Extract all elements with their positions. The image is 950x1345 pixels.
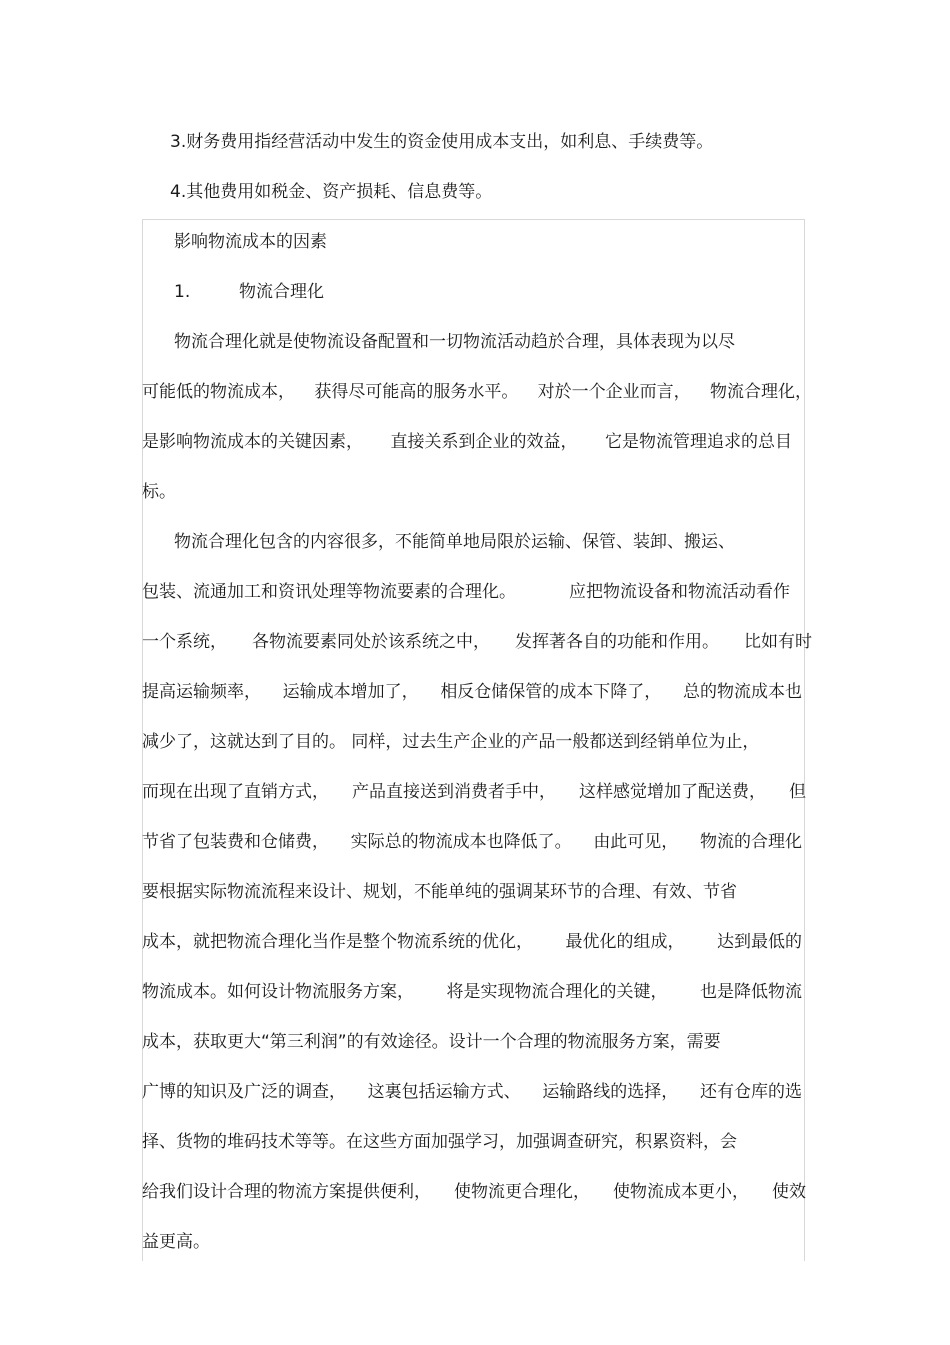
paragraph-line: 要根据实际物流流程来设计、规划，不能单纯的强调某环节的合理、有效、节省 [142, 882, 737, 902]
text-segment: 它是物流管理追求的总目 [605, 432, 792, 452]
subsection-number: 1. [174, 282, 191, 302]
text-segment: 一个系统， [142, 632, 227, 652]
paragraph-line [142, 630, 812, 654]
text-segment: 直接关系到企业的效益， [390, 432, 578, 452]
text-segment: 达到最低的 [717, 932, 802, 952]
text-segment: 物流成本。如何设计物流服务方案， [142, 982, 414, 1002]
text-segment: 还有仓库的选 [699, 1082, 802, 1102]
paragraph-line: 益更高。 [142, 1232, 210, 1252]
text-segment: 但 [789, 782, 806, 802]
text-segment: 也是降低物流 [700, 982, 802, 1002]
paragraph-line [142, 930, 802, 954]
text-segment: 由此可见， [593, 832, 679, 852]
subsection-title [174, 280, 844, 304]
paragraph-line [142, 1080, 802, 1104]
paragraph-line [142, 780, 806, 804]
text-segment: 各物流要素同处於该系统之中， [252, 632, 490, 652]
list-item-other-cost: 4.其他费用如税金、资产损耗、信息费等。 [170, 182, 493, 202]
paragraph-line: 择、货物的堆码技术等等。在这些方面加强学习，加强调查研究，积累资料，会 [142, 1132, 737, 1152]
text-segment: 而现在出现了直销方式， [142, 782, 329, 802]
paragraph-line [142, 1180, 806, 1204]
text-segment: 提高运输频率， [142, 682, 261, 702]
text-segment: 成本，就把物流合理化当作是整个物流系统的优化， [142, 932, 533, 952]
paragraph-line: 物流合理化就是使物流设备配置和一切物流活动趋於合理，具体表现为以尽 [174, 332, 735, 352]
paragraph-line: 减少了，这就达到了目的。 同样，过去生产企业的产品一般都送到经销单位为止， [142, 732, 760, 752]
text-segment: 这样感觉增加了配送费， [579, 782, 766, 802]
text-segment: 使物流成本更小， [613, 1182, 749, 1202]
text-segment: 这裏包括运输方式、 [367, 1082, 521, 1102]
paragraph-line [142, 430, 792, 454]
paragraph-line: 物流合理化包含的内容很多，不能简单地局限於运输、保管、装卸、搬运、 [174, 532, 735, 552]
text-segment: 使物流更合理化， [454, 1182, 590, 1202]
text-segment: 运输成本增加了， [282, 682, 419, 702]
text-segment: 给我们设计合理的物流方案提供便利， [142, 1182, 431, 1202]
text-segment: 比如有时 [744, 632, 812, 652]
paragraph-line [142, 830, 802, 854]
text-segment: 节省了包装费和仓储费， [142, 832, 329, 852]
text-segment: 发挥著各自的功能和作用。 [515, 632, 719, 652]
text-segment: 总的物流成本也 [682, 682, 802, 702]
text-segment: 产品直接送到消费者手中， [352, 782, 556, 802]
text-segment: 物流的合理化 [699, 832, 802, 852]
paragraph-line: 标。 [142, 482, 176, 502]
text-segment: 获得尽可能高的服务水平。 [314, 382, 519, 402]
text-segment: 包装、流通加工和资讯处理等物流要素的合理化。 [142, 582, 516, 602]
text-segment: 相反仓储保管的成本下降了， [440, 682, 662, 702]
text-segment: 对於一个企业而言， [537, 382, 691, 402]
paragraph-line [142, 380, 812, 404]
text-segment: 最优化的组成， [565, 932, 685, 952]
text-segment: 实际总的物流成本也降低了。 [350, 832, 572, 852]
section-heading: 影响物流成本的因素 [174, 232, 327, 252]
text-segment: 广博的知识及广泛的调查， [142, 1082, 346, 1102]
subsection-label: 物流合理化 [239, 282, 325, 302]
paragraph-line [142, 580, 790, 604]
paragraph-line [142, 680, 802, 704]
paragraph-line [142, 980, 802, 1004]
text-segment: 物流合理化， [709, 382, 812, 402]
text-segment: 可能低的物流成本， [142, 382, 295, 402]
paragraph-line: 成本，获取更大“第三利润”的有效途径。设计一个合理的物流服务方案，需要 [142, 1032, 721, 1052]
text-segment: 应把物流设备和物流活动看作 [569, 582, 790, 602]
text-segment: 使效 [772, 1182, 806, 1202]
list-item-financial-cost: 3.财务费用指经营活动中发生的资金使用成本支出，如利息、手续费等。 [170, 132, 714, 152]
text-segment: 将是实现物流合理化的关键， [446, 982, 668, 1002]
text-segment: 运输路线的选择， [542, 1082, 679, 1102]
text-segment: 是影响物流成本的关键因素， [142, 432, 363, 452]
